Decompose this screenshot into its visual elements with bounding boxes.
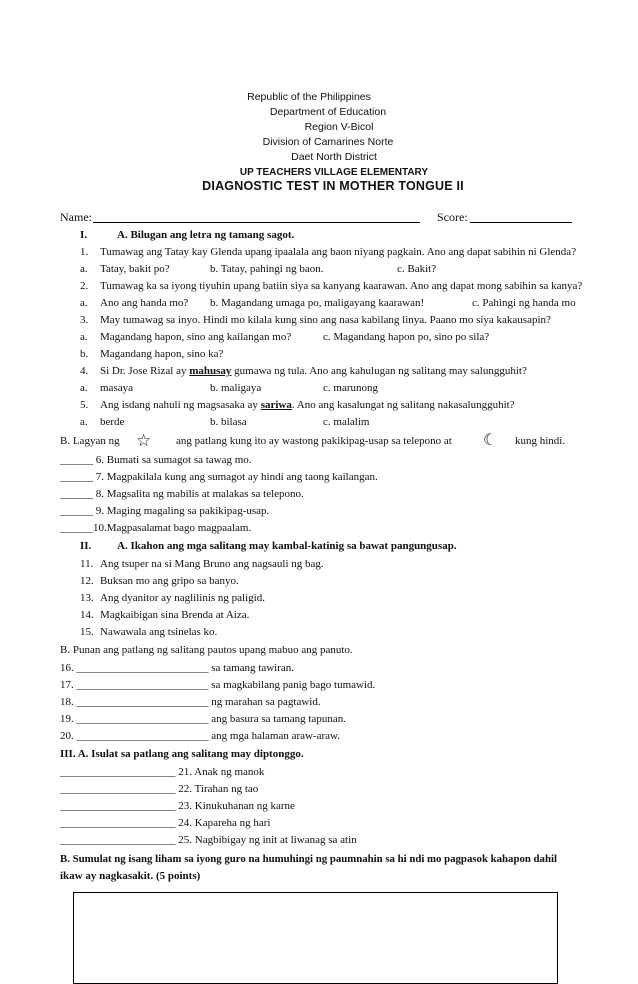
q3-text: May tumawag sa inyo. Hindi mo kilala kung sino ang nasa kabilang linya. Paano mo siya kakausapin? [100, 314, 551, 326]
item-23[interactable]: _____________________ 23. Kinukuhanan ng karne [60, 800, 295, 812]
q3-choice-a[interactable]: Magandang hapon, sino ang kailangan mo? [100, 331, 292, 343]
q5-choice-a-letter: a. [80, 416, 88, 428]
q2-choice-a[interactable]: Ano ang handa mo? [100, 297, 189, 309]
q5-text-pre: Ang isdang nahuli ng magsasaka ay [100, 399, 261, 411]
q1-text: Tumawag ang Tatay kay Glenda upang ipaalala ang baon niyang pagkain. Ano ang dapat sabihin ni Glenda? [100, 246, 577, 258]
name-line[interactable] [93, 222, 420, 223]
q3-choice-b[interactable]: Magandang hapon, sino ka? [100, 348, 224, 360]
q1-number: 1. [80, 246, 89, 258]
q5-text [100, 397, 515, 414]
q4-choice-a[interactable]: masaya [100, 382, 133, 394]
item-12-number: 12. [80, 575, 94, 587]
item-9[interactable]: ______ 9. Maging magaling sa pakikipag-usap. [60, 505, 270, 517]
q5-choice-b[interactable]: b. bilasa [210, 416, 247, 428]
q4-text-pre: Si Dr. Jose Rizal ay [100, 365, 190, 377]
part2-heading: A. Ikahon ang mga salitang may kambal-katinig sa bawat pangungusap. [117, 540, 457, 552]
q4-number: 4. [80, 365, 89, 377]
item-13[interactable]: Ang dyanitor ay naglilinis ng paligid. [100, 592, 265, 604]
q2-text: Tumawag ka sa iyong tiyuhin upang batiin siya sa kanyang kaarawan. Ano ang dapat mong sabihin sa kanya? [100, 280, 583, 292]
item-15-number: 15. [80, 626, 94, 638]
q1-choice-c[interactable]: c. Bakit? [397, 263, 437, 275]
q2-choice-c[interactable]: c. Pahingi ng handa mo [472, 297, 576, 309]
item-15[interactable]: Nawawala ang tsinelas ko. [100, 626, 218, 638]
star-outline-icon: ☆ [136, 431, 152, 450]
crescent-moon-icon: ☾ [483, 432, 498, 449]
partB-instruction-post: kung hindi. [515, 435, 566, 447]
q4-text [100, 363, 527, 380]
item-17[interactable]: 17. ________________________ sa magkabilang panig bago tumawid. [60, 679, 376, 691]
q5-choice-c[interactable]: c. malalim [323, 416, 370, 428]
header-department: Department of Education [269, 106, 387, 118]
q3-choice-b-letter: b. [80, 348, 89, 360]
score-line[interactable] [470, 222, 572, 223]
item-16[interactable]: 16. ________________________ sa tamang tawiran. [60, 662, 295, 674]
item-10[interactable]: ______10.Magpasalamat bago magpaalam. [60, 522, 252, 534]
q3-choice-a-letter: a. [80, 331, 88, 343]
name-label: Name: [60, 210, 92, 224]
header-school: UP TEACHERS VILLAGE ELEMENTARY [239, 167, 429, 178]
q2-choice-a-letter: a. [80, 297, 88, 309]
q5-number: 5. [80, 399, 89, 411]
item-7[interactable]: ______ 7. Magpakilala kung ang sumagot ay hindi ang taong kailangan. [60, 471, 378, 483]
part2-b-heading: B. Punan ang patlang ng salitang pautos upang mabuo ang panuto. [60, 644, 353, 656]
item-19[interactable]: 19. ________________________ ang basura sa tamang tapunan. [60, 713, 346, 725]
q4-underlined-word: mahusay [189, 365, 232, 377]
part1-heading: A. Bilugan ang letra ng tamang sagot. [117, 229, 295, 241]
item-6[interactable]: ______ 6. Bumati sa sumagot sa tawag mo. [60, 454, 252, 466]
q4-text-post: gumawa ng tula. Ano ang kahulugan ng salitang may salungguhit? [231, 365, 527, 377]
item-11-number: 11. [80, 558, 94, 570]
item-25[interactable]: _____________________ 25. Nagbibigay ng init at liwanag sa atin [60, 834, 357, 846]
item-13-number: 13. [80, 592, 94, 604]
q4-choice-c[interactable]: c. marunong [323, 382, 378, 394]
q2-number: 2. [80, 280, 89, 292]
page-title: DIAGNOSTIC TEST IN MOTHER TONGUE II [202, 179, 464, 193]
q1-choice-a-letter: a. [80, 263, 88, 275]
item-18[interactable]: 18. ________________________ ng marahan sa pagtawid. [60, 696, 321, 708]
q4-choice-a-letter: a. [80, 382, 88, 394]
part1-numeral: I. [80, 229, 88, 241]
part2-numeral: II. [80, 540, 92, 552]
q3-number: 3. [80, 314, 89, 326]
part3-b-line1: B. Sumulat ng isang liham sa iyong guro na humuhingi ng paumnahin sa hi ndi mo pagpasok kahapon dahil [60, 853, 557, 865]
item-12[interactable]: Buksan mo ang gripo sa banyo. [100, 575, 239, 587]
part3-b-line2: ikaw ay nagkasakit. (5 points) [60, 870, 201, 882]
item-24[interactable]: _____________________ 24. Kapareha ng hari [60, 817, 271, 829]
letter-answer-box[interactable] [73, 892, 558, 984]
part3-heading: III. A. Isulat sa patlang ang salitang may diptonggo. [60, 748, 304, 760]
partB-instruction-pre: B. Lagyan ng [60, 435, 120, 447]
header-region: Region V-Bicol [304, 121, 374, 133]
q4-choice-b[interactable]: b. maligaya [210, 382, 262, 394]
item-21[interactable]: _____________________ 21. Anak ng manok [60, 766, 265, 778]
q2-choice-b[interactable]: b. Magandang umaga po, maligayang kaarawan! [210, 297, 425, 309]
q3-choice-c[interactable]: c. Magandang hapon po, sino po sila? [323, 331, 490, 343]
header-republic: Republic of the Philippines [247, 91, 371, 103]
item-22[interactable]: _____________________ 22. Tirahan ng tao [60, 783, 259, 795]
item-14-number: 14. [80, 609, 94, 621]
q5-underlined-word: sariwa [260, 399, 292, 411]
item-14[interactable]: Magkaibigan sina Brenda at Aiza. [100, 609, 250, 621]
partB-instruction-mid: ang patlang kung ito ay wastong pakikipag-usap sa telepono at [176, 435, 452, 447]
header-division: Division of Camarines Norte [262, 136, 394, 148]
item-11[interactable]: Ang tsuper na si Mang Bruno ang nagsauli ng bag. [100, 558, 324, 570]
item-8[interactable]: ______ 8. Magsalita ng mabilis at malakas sa telepono. [60, 488, 304, 500]
q5-text-post: . Ano ang kasalungat ng salitang nakasalungguhit? [291, 399, 515, 411]
score-label: Score: [437, 210, 468, 224]
q1-choice-b[interactable]: b. Tatay, pahingi ng baon. [210, 263, 324, 275]
q1-choice-a[interactable]: Tatay, bakit po? [100, 263, 170, 275]
q5-choice-a[interactable]: berde [100, 416, 125, 428]
header-district: Daet North District [291, 151, 377, 163]
item-20[interactable]: 20. ________________________ ang mga halaman araw-araw. [60, 730, 341, 742]
